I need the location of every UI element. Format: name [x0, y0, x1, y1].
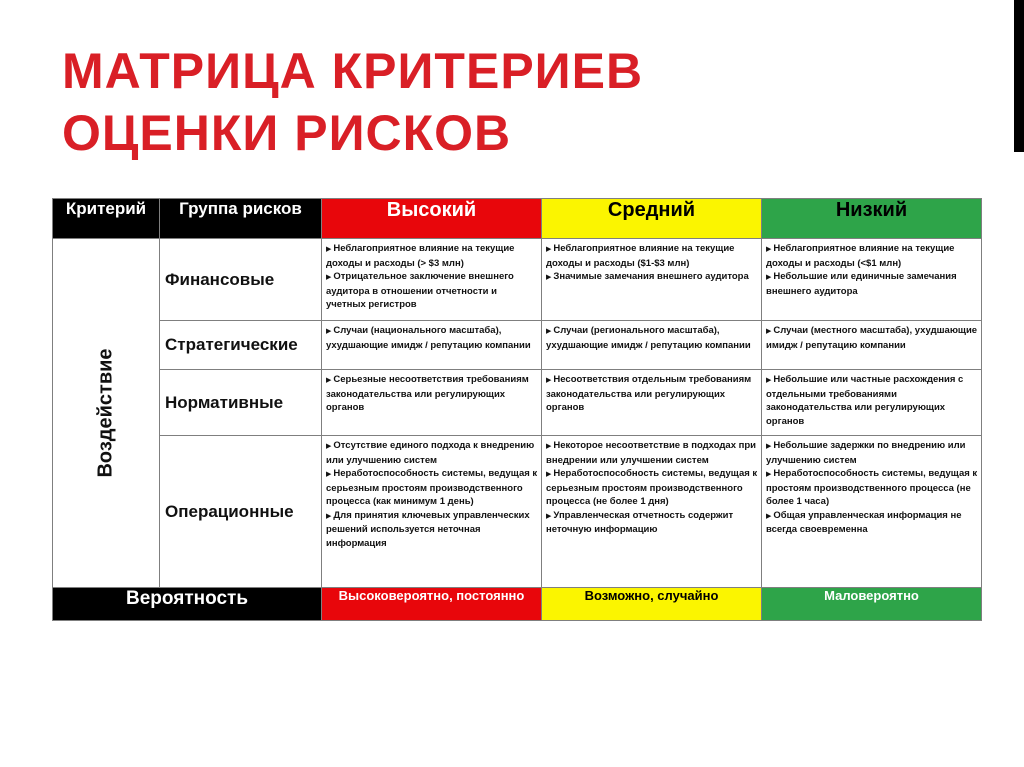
- group-label: Операционные: [160, 436, 322, 588]
- description-item: ▶ Общая управленческая информация не всегда своевременна: [766, 509, 978, 537]
- table-row: [53, 436, 982, 588]
- group-label: Стратегические: [160, 321, 322, 370]
- table-row: [53, 370, 982, 436]
- medium-description: [542, 239, 762, 321]
- medium-description: [542, 321, 762, 370]
- probability-medium: Возможно, случайно: [542, 588, 762, 621]
- description-item: ▶ Случаи (местного масштаба), ухудшающие имидж / репутацию компании: [766, 324, 978, 352]
- header-low: Низкий: [762, 199, 982, 239]
- medium-description: [542, 436, 762, 588]
- medium-description: [542, 370, 762, 436]
- risk-matrix-table: [52, 198, 982, 621]
- probability-label: Вероятность: [53, 588, 322, 621]
- table-row: [53, 239, 982, 321]
- description-item: ▶ Случаи (национального масштаба), ухудшающие имидж / репутацию компании: [326, 324, 538, 352]
- group-label: Нормативные: [160, 370, 322, 436]
- high-description: [322, 239, 542, 321]
- impact-label: Воздействие: [94, 348, 117, 478]
- low-description: [762, 239, 982, 321]
- description-item: ▶ Небольшие задержки по внедрению или улучшению систем: [766, 439, 978, 467]
- header-medium: Средний: [542, 199, 762, 239]
- header-high: Высокий: [322, 199, 542, 239]
- impact-cell: [53, 239, 160, 588]
- description-item: ▶ Неблагоприятное влияние на текущие доходы и расходы ($1-$3 млн): [546, 242, 758, 270]
- low-description: [762, 321, 982, 370]
- probability-low: Маловероятно: [762, 588, 982, 621]
- description-item: ▶ Неработоспособность системы, ведущая к простоям производственного процесса (не более 1 часа): [766, 467, 978, 509]
- description-item: ▶ Некоторое несоответствие в подходах при внедрении или улучшении систем: [546, 439, 758, 467]
- probability-row: [53, 588, 982, 621]
- description-item: ▶ Небольшие или частные расхождения с отдельными требованиями законодательства или регулирующих органов: [766, 373, 978, 428]
- description-item: ▶ Серьезные несоответствия требованиям законодательства или регулирующих органов: [326, 373, 538, 415]
- description-item: ▶ Неработоспособность системы, ведущая к серьезным простоям производственного процесса (не более 1 дня): [546, 467, 758, 509]
- group-label: Финансовые: [160, 239, 322, 321]
- description-item: ▶ Несоответствия отдельным требованиям законодательства или регулирующих органов: [546, 373, 758, 415]
- description-item: ▶ Управленческая отчетность содержит неточную информацию: [546, 509, 758, 537]
- description-item: ▶ Неблагоприятное влияние на текущие доходы и расходы (<$1 млн): [766, 242, 978, 270]
- probability-high: Высоковероятно, постоянно: [322, 588, 542, 621]
- description-item: ▶ Для принятия ключевых управленческих решений используется неточная информация: [326, 509, 538, 551]
- description-item: ▶ Неблагоприятное влияние на текущие доходы и расходы (> $3 млн): [326, 242, 538, 270]
- description-item: ▶ Случаи (регионального масштаба), ухудшающие имидж / репутацию компании: [546, 324, 758, 352]
- high-description: [322, 321, 542, 370]
- high-description: [322, 436, 542, 588]
- matrix-body: [53, 239, 982, 621]
- header-group: Группа рисков: [160, 199, 322, 239]
- title-line-1: МАТРИЦА КРИТЕРИЕВ: [62, 43, 644, 99]
- description-item: ▶ Отрицательное заключение внешнего аудитора в отношении отчетности и учетных регистров: [326, 270, 538, 312]
- high-description: [322, 370, 542, 436]
- table-row: [53, 321, 982, 370]
- header-row: [53, 199, 982, 239]
- description-item: ▶ Значимые замечания внешнего аудитора: [546, 270, 758, 285]
- low-description: [762, 370, 982, 436]
- description-item: ▶ Отсутствие единого подхода к внедрению или улучшению систем: [326, 439, 538, 467]
- title-line-2: ОЦЕНКИ РИСКОВ: [62, 105, 512, 161]
- accent-bar: [1014, 0, 1024, 152]
- description-item: ▶ Небольшие или единичные замечания внешнего аудитора: [766, 270, 978, 298]
- header-criterion: Критерий: [53, 199, 160, 239]
- low-description: [762, 436, 982, 588]
- page-title: [62, 40, 962, 164]
- description-item: ▶ Неработоспособность системы, ведущая к серьезным простоям производственного процесса (как минимум 1 день): [326, 467, 538, 509]
